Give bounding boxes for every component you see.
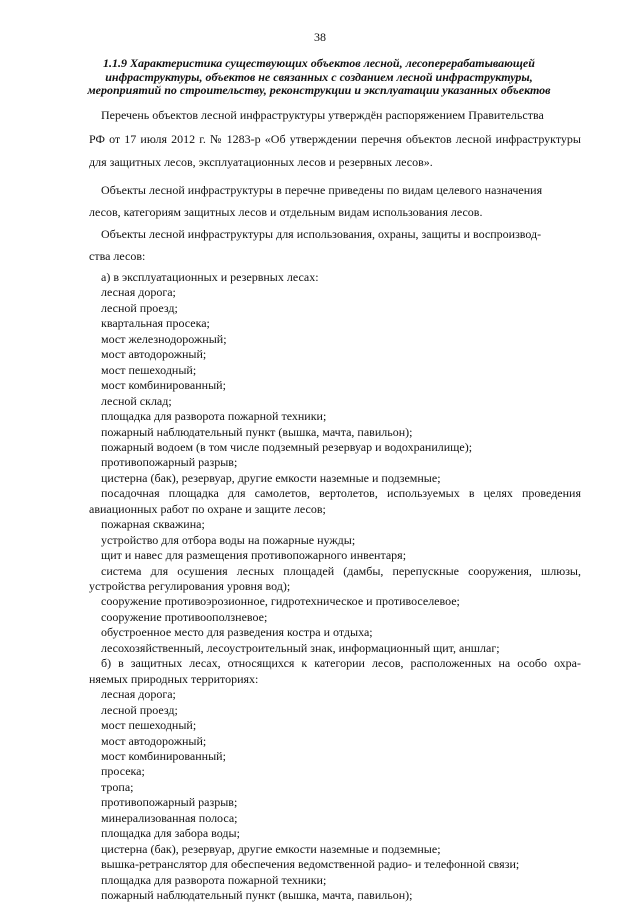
list-item: мост комбинированный;: [101, 378, 226, 392]
list-item: лесной склад;: [101, 394, 172, 408]
list-item: мост железнодорожный;: [101, 332, 227, 346]
list-item: лесная дорога;: [101, 285, 176, 299]
list-item: цистерна (бак), резервуар, другие емкости наземные и подземные;: [101, 471, 441, 485]
list-item: квартальная просека;: [101, 316, 210, 330]
list-item: мост комбинированный;: [101, 749, 226, 763]
list-item: пожарный наблюдательный пункт (вышка, мачта, павильон);: [101, 425, 413, 439]
text-line: для защитных лесов, эксплуатационных лесов и резервных лесов».: [89, 155, 433, 169]
list-item: устройство для отбора воды на пожарные нужды;: [101, 533, 356, 547]
list-item: вышка-ретранслятор для обеспечения ведомственной радио- и телефонной связи;: [101, 857, 520, 871]
list-item: а) в эксплуатационных и резервных лесах:: [101, 270, 319, 284]
list-item: мост автодорожный;: [101, 347, 207, 361]
text-line: Перечень объектов лесной инфраструктуры утверждён распоряжением Правительства: [101, 108, 544, 122]
list-item: система для осушения лесных площадей (дамбы, перепускные сооружения, шлюзы,: [101, 564, 581, 578]
list-item: мост пешеходный;: [101, 363, 197, 377]
heading-line: инфраструктуры, объектов не связанных с созданием лесной инфраструктуры,: [105, 69, 533, 84]
list-item: сооружение противоэрозионное, гидротехническое и противоселевое;: [101, 594, 460, 608]
text-line: Объекты лесной инфраструктуры в перечне приведены по видам целевого назначения: [101, 183, 543, 197]
text-line: РФ от 17 июля 2012 г. № 1283-р «Об утверждении перечня объектов лесной инфраструктуры: [89, 132, 581, 146]
list-item: лесная дорога;: [101, 687, 176, 701]
list-item: мост пешеходный;: [101, 718, 197, 732]
list-item: щит и навес для размещения противопожарного инвентаря;: [101, 548, 407, 562]
list-item: пожарный водоем (в том числе подземный резервуар и водохранилище);: [101, 440, 473, 454]
list-item: авиационных работ по охране и защите лесов;: [89, 502, 326, 516]
list-item: лесной проезд;: [101, 301, 178, 315]
page-number: 38: [314, 30, 326, 44]
list-item: цистерна (бак), резервуар, другие емкости наземные и подземные;: [101, 842, 441, 856]
text-line: Объекты лесной инфраструктуры для использования, охраны, защиты и воспроизвод-: [101, 227, 542, 241]
list-item: лесохозяйственный, лесоустроительный знак, информационный щит, аншлаг;: [101, 641, 500, 655]
text-line: лесов, категориям защитных лесов и отдельным видам использования лесов.: [89, 205, 483, 219]
list-item: устройства регулирования уровня вод);: [89, 579, 291, 593]
list-item: пожарный наблюдательный пункт (вышка, мачта, павильон);: [101, 888, 413, 902]
list-item: посадочная площадка для самолетов, вертолетов, используемых в целях проведения: [101, 486, 581, 500]
list-item: б) в защитных лесах, относящихся к категории лесов, расположенных на особо охра-: [101, 656, 581, 670]
list-item: площадка для разворота пожарной техники;: [101, 873, 327, 887]
list-item: обустроенное место для разведения костра и отдыха;: [101, 625, 373, 639]
list-item: противопожарный разрыв;: [101, 795, 238, 809]
text-line: ства лесов:: [89, 249, 146, 263]
list-item: няемых природных территориях:: [89, 672, 259, 686]
list-item: противопожарный разрыв;: [101, 455, 238, 469]
list-item: мост автодорожный;: [101, 734, 207, 748]
list-item: площадка для забора воды;: [101, 826, 240, 840]
heading-line: 1.1.9 Характеристика существующих объектов лесной, лесоперерабатывающей: [103, 56, 535, 70]
list-item: минерализованная полоса;: [101, 811, 238, 825]
list-item: лесной проезд;: [101, 703, 178, 717]
list-item: просека;: [101, 764, 145, 778]
section-heading: [58, 57, 580, 98]
list-item: площадка для разворота пожарной техники;: [101, 409, 327, 423]
heading-line: мероприятий по строительству, реконструкции и эксплуатации указанных объектов: [87, 83, 551, 97]
list-item: пожарная скважина;: [101, 517, 205, 531]
list-item: сооружение противооползневое;: [101, 610, 268, 624]
list-item: тропа;: [101, 780, 134, 794]
